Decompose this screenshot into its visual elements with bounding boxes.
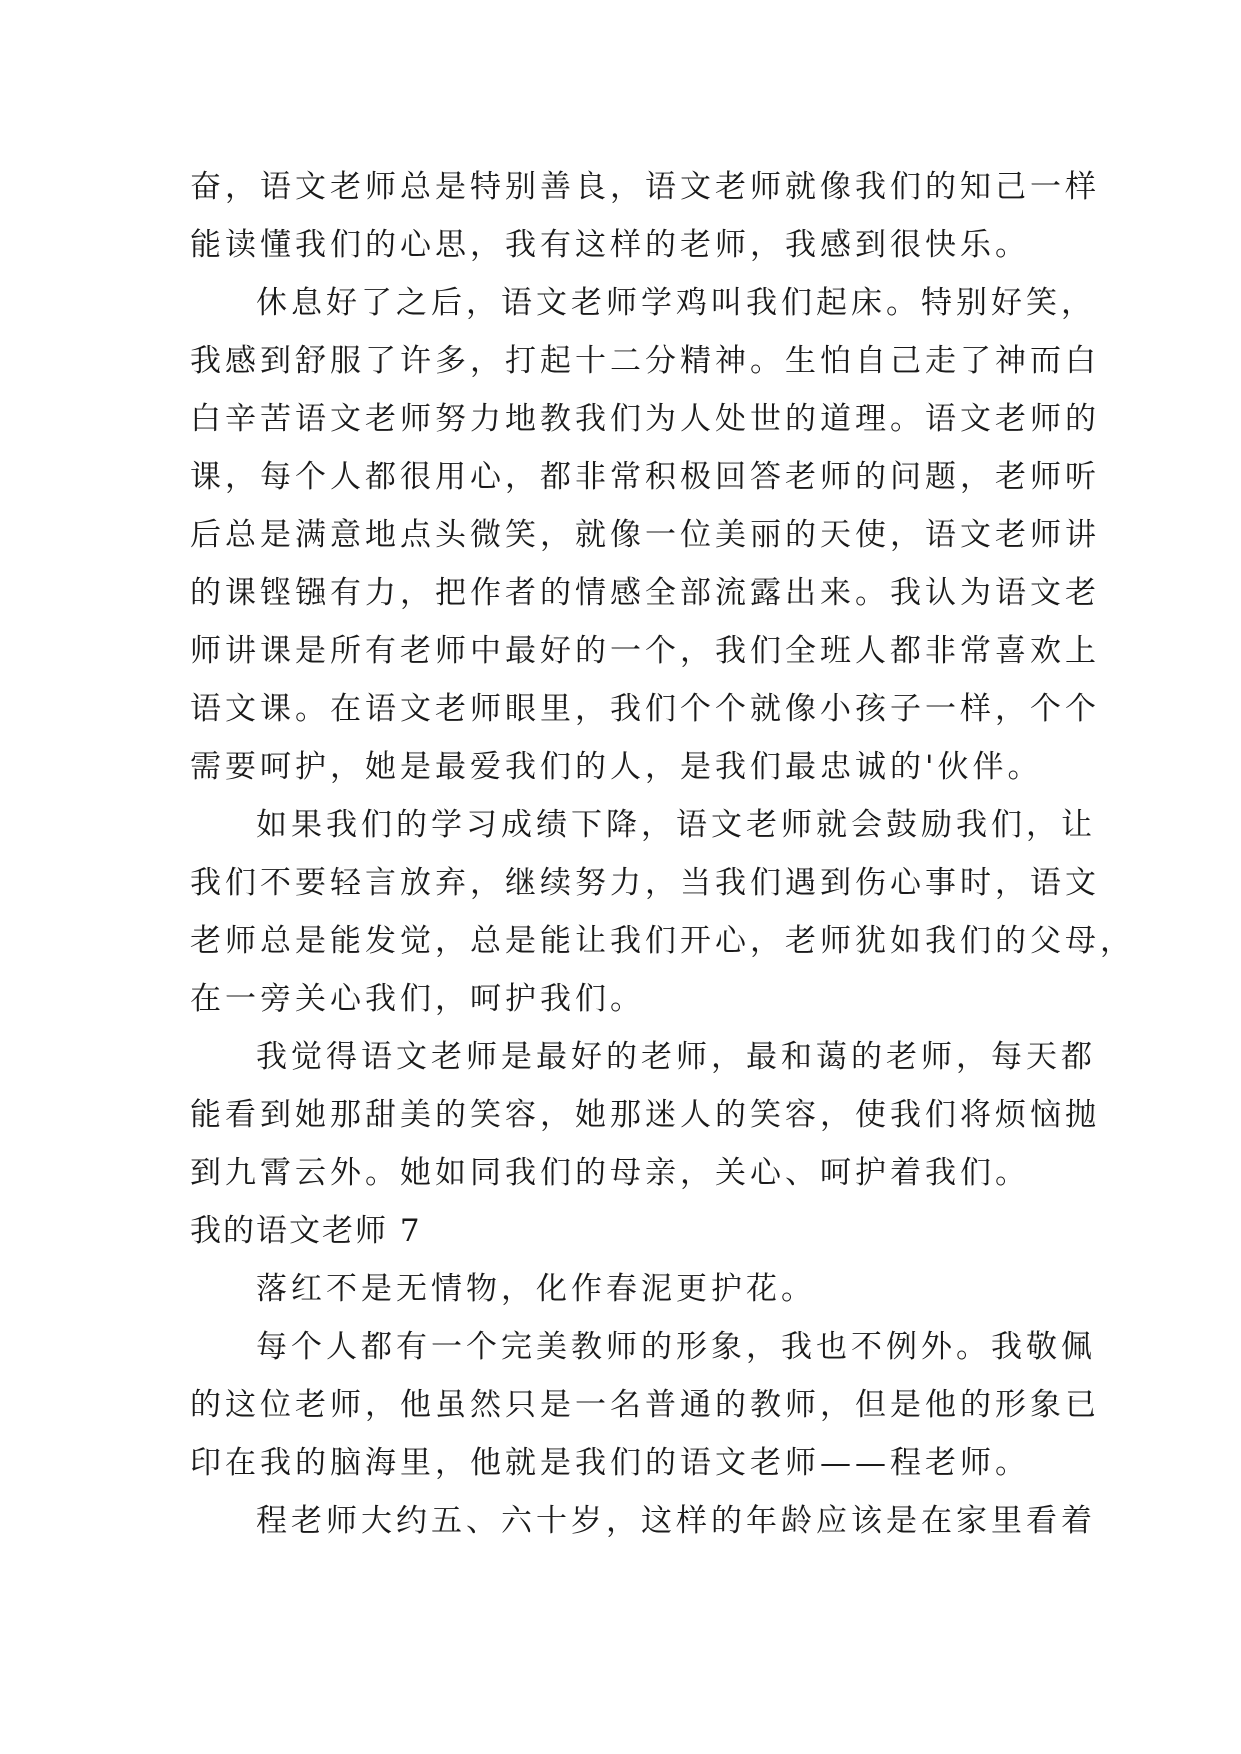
text-line: 我们不要轻言放弃，继续努力，当我们遇到伤心事时，语文 xyxy=(190,865,1100,901)
text-line: 的这位老师，他虽然只是一名普通的教师，但是他的形象已 xyxy=(190,1387,1100,1423)
text-line: 的课铿镪有力，把作者的情感全部流露出来。我认为语文老 xyxy=(190,575,1100,611)
text-line: 课，每个人都很用心，都非常积极回答老师的问题，老师听 xyxy=(190,459,1100,495)
text-line: 能读懂我们的心思，我有这样的老师，我感到很快乐。 xyxy=(190,227,1030,263)
text-line: 语文课。在语文老师眼里，我们个个就像小孩子一样，个个 xyxy=(190,691,1100,727)
text-line: 我觉得语文老师是最好的老师，最和蔼的老师，每天都 xyxy=(256,1039,1096,1075)
text-line: 休息好了之后，语文老师学鸡叫我们起床。特别好笑， xyxy=(256,285,1096,321)
text-line: 在一旁关心我们，呵护我们。 xyxy=(190,981,645,1017)
document-page xyxy=(190,158,1135,1550)
text-line: 老师总是能发觉，总是能让我们开心，老师犹如我们的父母， xyxy=(190,923,1135,959)
text-line: 师讲课是所有老师中最好的一个，我们全班人都非常喜欢上 xyxy=(190,633,1100,669)
section-heading: 我的语文老师 7 xyxy=(190,1213,422,1249)
text-line: 后总是满意地点头微笑，就像一位美丽的天使，语文老师讲 xyxy=(190,517,1100,553)
text-line: 印在我的脑海里，他就是我们的语文老师——程老师。 xyxy=(190,1445,1030,1481)
text-line: 每个人都有一个完美教师的形象，我也不例外。我敬佩 xyxy=(256,1329,1096,1365)
text-line: 奋，语文老师总是特别善良，语文老师就像我们的知己一样 xyxy=(190,169,1100,205)
text-line: 如果我们的学习成绩下降，语文老师就会鼓励我们，让 xyxy=(256,807,1096,843)
text-line: 需要呵护，她是最爱我们的人，是我们最忠诚的'伙伴。 xyxy=(190,749,1043,785)
text-line: 落红不是无情物，化作春泥更护花。 xyxy=(256,1271,816,1307)
text-line: 我感到舒服了许多，打起十二分精神。生怕自己走了神而白 xyxy=(190,343,1100,379)
text-line: 白辛苦语文老师努力地教我们为人处世的道理。语文老师的 xyxy=(190,401,1100,437)
text-line: 到九霄云外。她如同我们的母亲，关心、呵护着我们。 xyxy=(190,1155,1030,1191)
text-line: 能看到她那甜美的笑容，她那迷人的笑容，使我们将烦恼抛 xyxy=(190,1097,1100,1133)
text-line: 程老师大约五、六十岁，这样的年龄应该是在家里看着 xyxy=(256,1503,1096,1539)
